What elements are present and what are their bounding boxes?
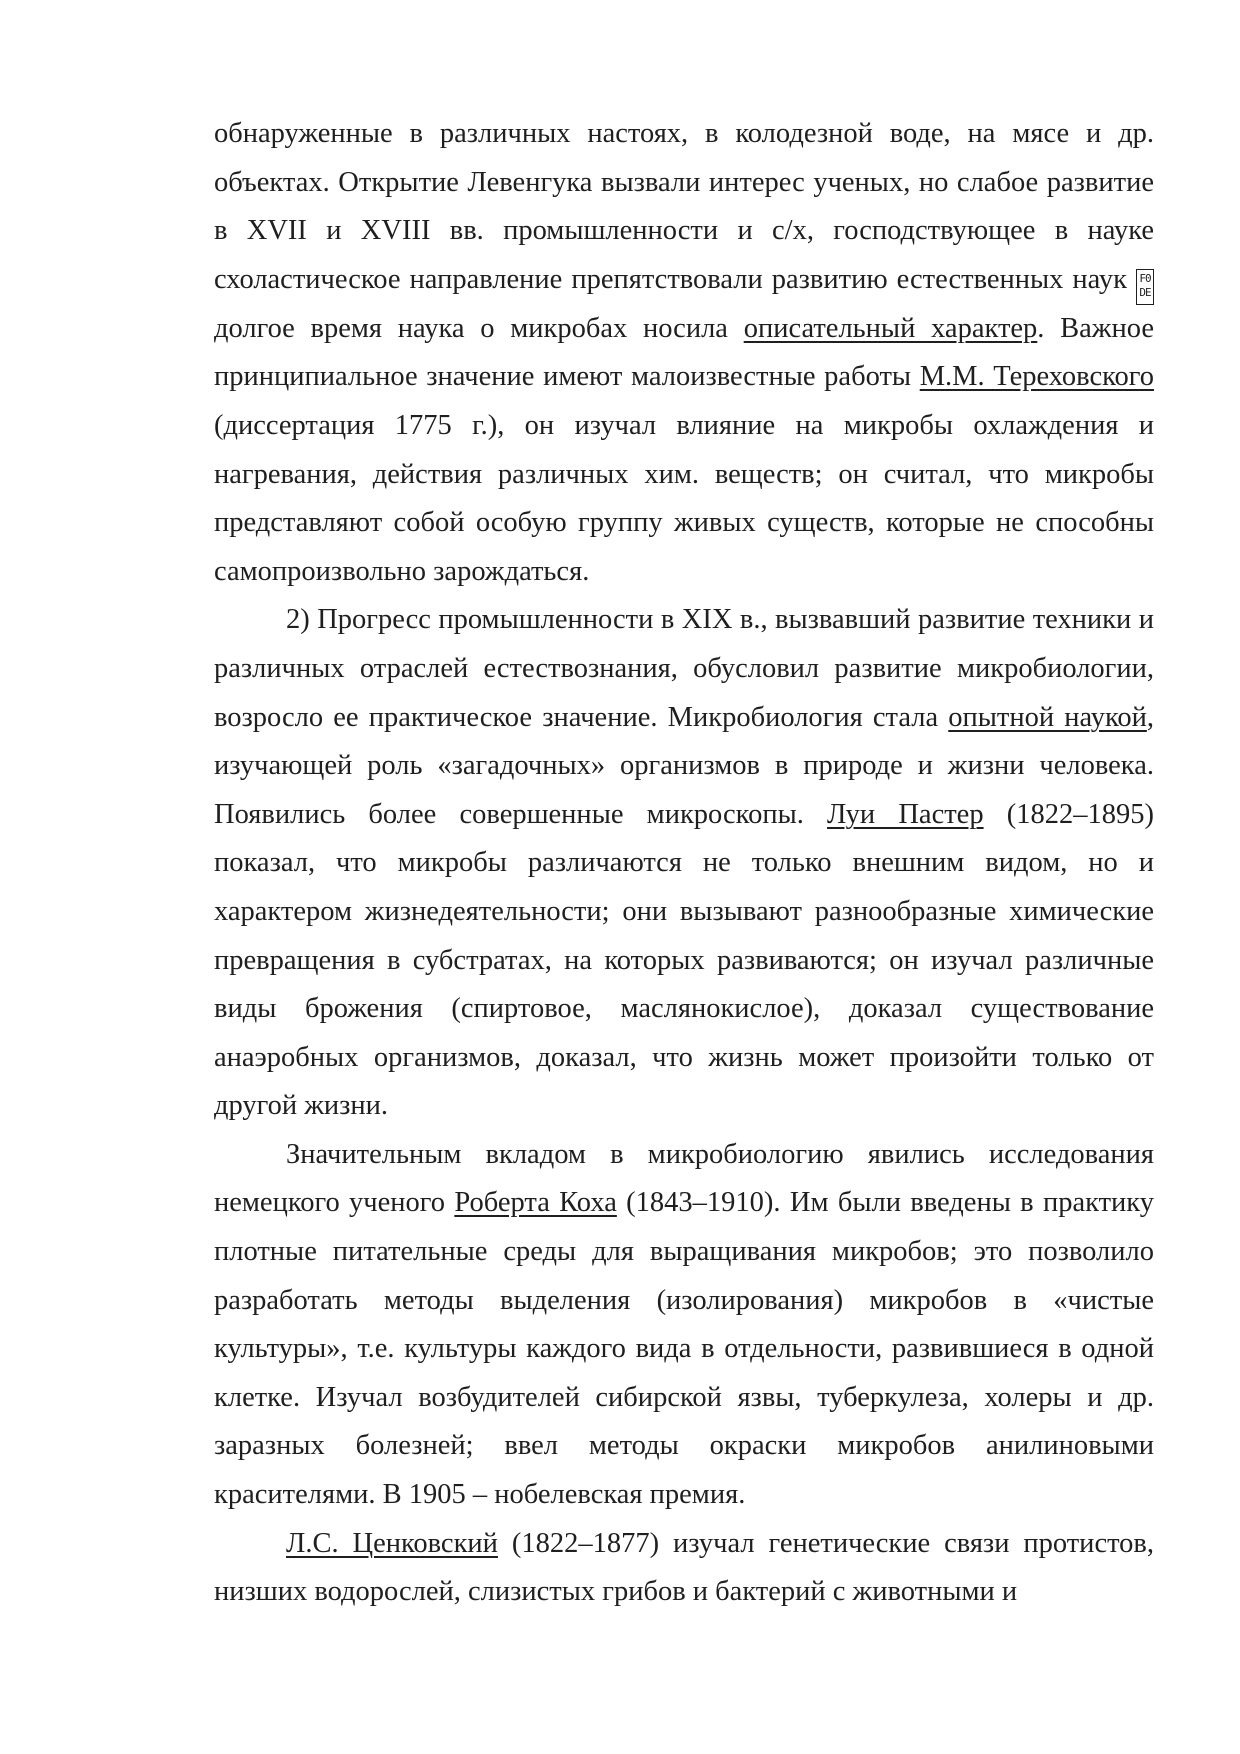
missing-glyph-icon	[1136, 269, 1154, 305]
link-opisatelny-kharakter: описательный характер	[743, 312, 1038, 344]
paragraph-text: (1843–1910). Им были введены в практику плотные питательные среды для выращивания микробов; это позволило разработать методы выделения (изолирования) микробов в «чистые культуры», т.е. культуры каждого вида в отдельности, развившиеся в одной клетке. Изучал возбудителей сибирской язвы, туберкулеза, холеры и др. заразных болезней; ввел методы окраски микробов анилиновыми красителями. В 1905 – нобелевская премия.	[214, 1187, 1154, 1511]
document-page	[214, 110, 1154, 1617]
link-robert-kokh: Роберта Коха	[454, 1187, 617, 1219]
paragraph-text: . Важное принципиальное значение имеют малоизвестные работы	[214, 312, 1154, 393]
paragraph-text: 2) Прогресс промышленности в XIX в., вызвавший развитие техники и различных отраслей естествознания, обусловил развитие микробиологии, возросло ее практическое значение. Микробиология стала	[214, 604, 1154, 733]
paragraph	[214, 110, 1154, 596]
paragraph	[214, 596, 1154, 1131]
paragraph-text: (диссертация 1775 г.), он изучал влияние на микробы охлаждения и нагревания, действия различных хим. веществ; он считал, что микробы представляют собой особую группу живых существ, которые не способны самопроизвольно зарождаться.	[214, 409, 1154, 587]
paragraph-text: , изучающей роль «загадочных» организмов в природе и жизни человека. Появились более совершенные микроскопы.	[214, 701, 1154, 830]
paragraph-text: (1822–1895) показал, что микробы различаются не только внешним видом, но и характером жизнедеятельности; они вызывают разнообразные химические превращения в субстратах, на которых развиваются; он изучал различные виды брожения (спиртовое, маслянокислое), доказал существование анаэробных организмов, доказал, что жизнь может произойти только от другой жизни.	[214, 798, 1154, 1122]
link-terekhovsky: М.М. Тереховского	[919, 361, 1155, 393]
link-lui-paster: Луи Пастер	[827, 798, 984, 830]
paragraph-text: (1822–1877) изучал генетические связи протистов, низших водорослей, слизистых грибов и бактерий с животными и	[214, 1527, 1154, 1608]
paragraph-text: долгое время наука о микробах носила	[214, 312, 744, 344]
link-tsenkovsky: Л.С. Ценковский	[286, 1527, 498, 1559]
link-opytnaya-nauka: опытной наукой	[948, 701, 1147, 733]
paragraph-text: обнаруженные в различных настоях, в колодезной воде, на мясе и др. объектах. Открытие Левенгука вызвали интерес ученых, но слабое развитие в XVII и XVIII вв. промышленности и с/х, господствующее в науке схоластическое направление препятствовали развитию естественных наук	[214, 118, 1154, 295]
paragraph-text: Значительным вкладом в микробиологию явились исследования немецкого ученого	[214, 1138, 1154, 1219]
paragraph	[214, 1131, 1154, 1520]
missing-glyph-code: F0	[1139, 271, 1151, 285]
paragraph	[214, 1520, 1154, 1617]
missing-glyph-code: DE	[1139, 285, 1151, 299]
